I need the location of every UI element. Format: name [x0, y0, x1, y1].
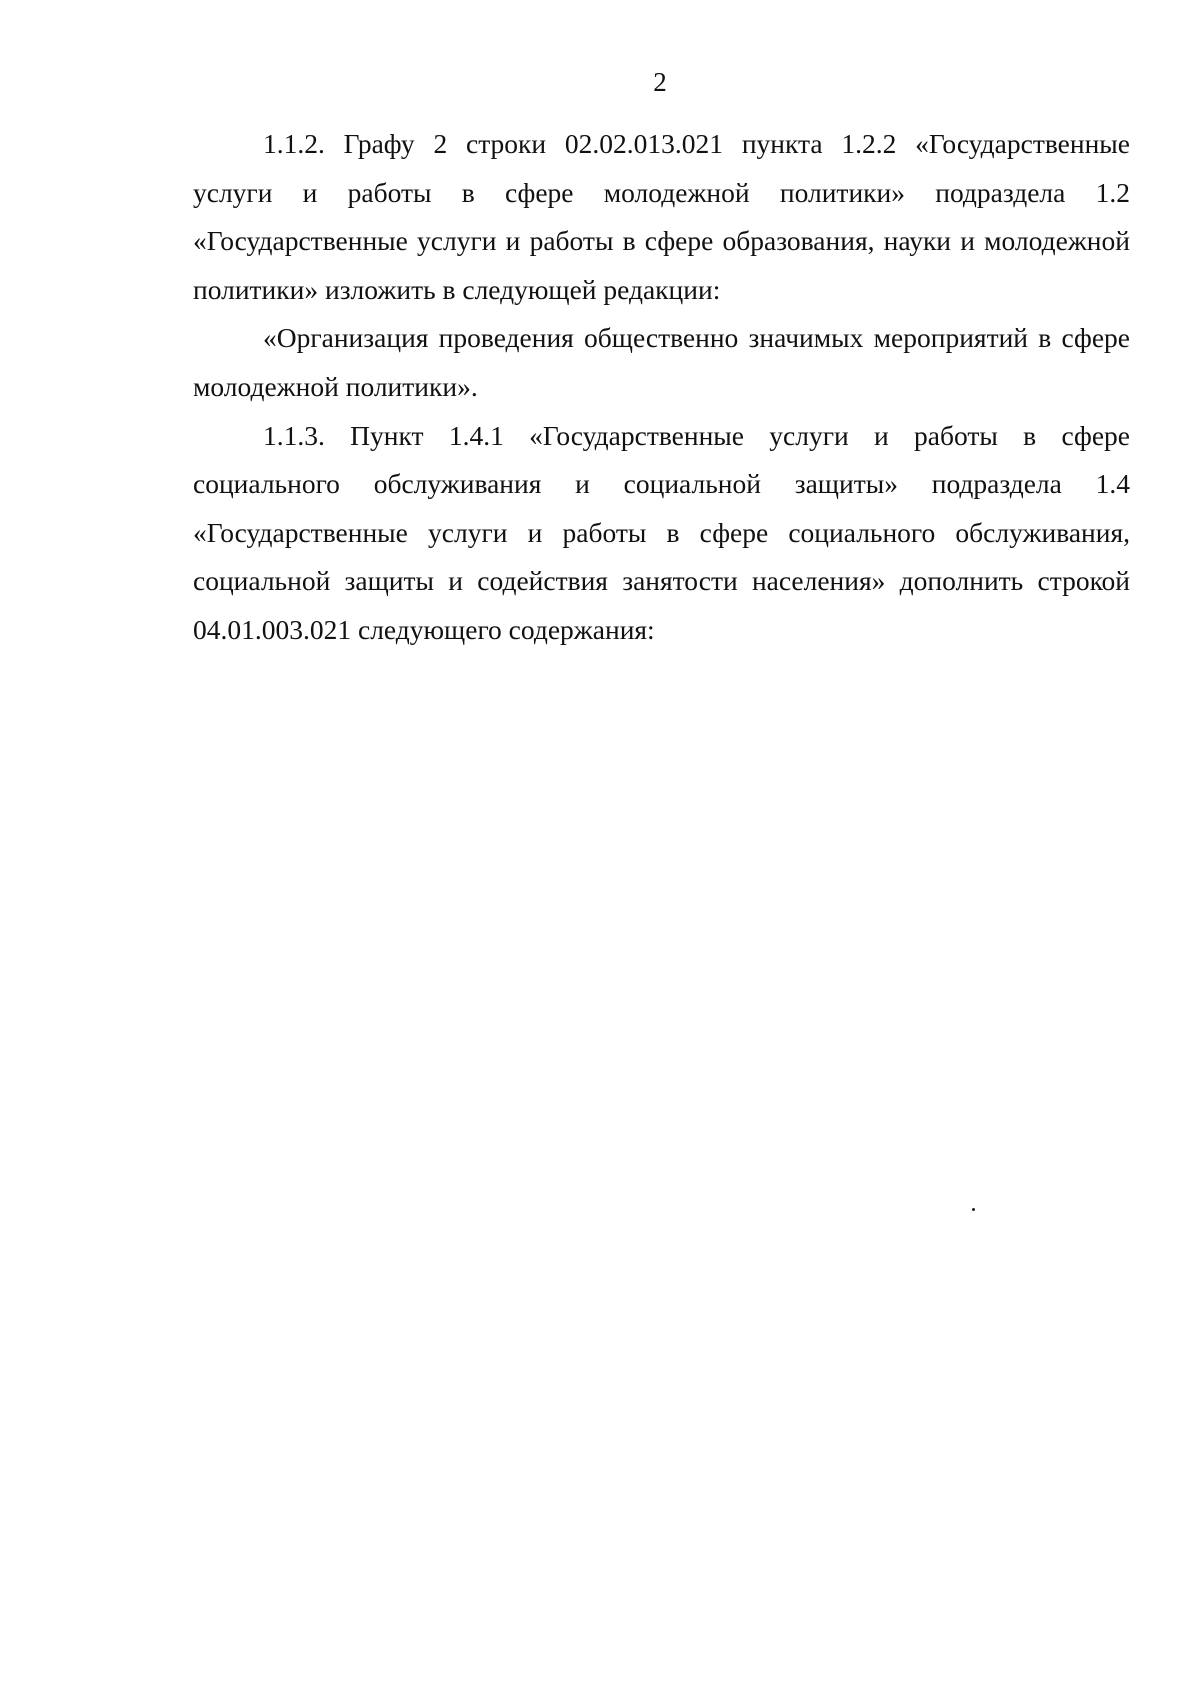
document-body: [193, 120, 1130, 655]
scan-artifact-dot: [972, 1208, 975, 1211]
paragraph-new-wording: «Организация проведения общественно значимых мероприятий в сфере молодежной политики».: [193, 322, 1130, 402]
paragraph-1-1-3: 1.1.3. Пункт 1.4.1 «Государственные услуги и работы в сфере социального обслуживания и социальной защиты» подраздела 1.4 «Государственные услуги и работы в сфере социального обслуживания, социальной защиты и содействия занятости населения» дополнить строкой 04.01.003.021 следующего содержания:: [193, 419, 1130, 645]
paragraph-1-1-2: 1.1.2. Графу 2 строки 02.02.013.021 пункта 1.2.2 «Государственные услуги и работы в сфере молодежной политики» подраздела 1.2 «Государственные услуги и работы в сфере образования, науки и молодежной политики» изложить в следующей редакции:: [193, 128, 1130, 305]
page-number: 2: [653, 67, 667, 97]
